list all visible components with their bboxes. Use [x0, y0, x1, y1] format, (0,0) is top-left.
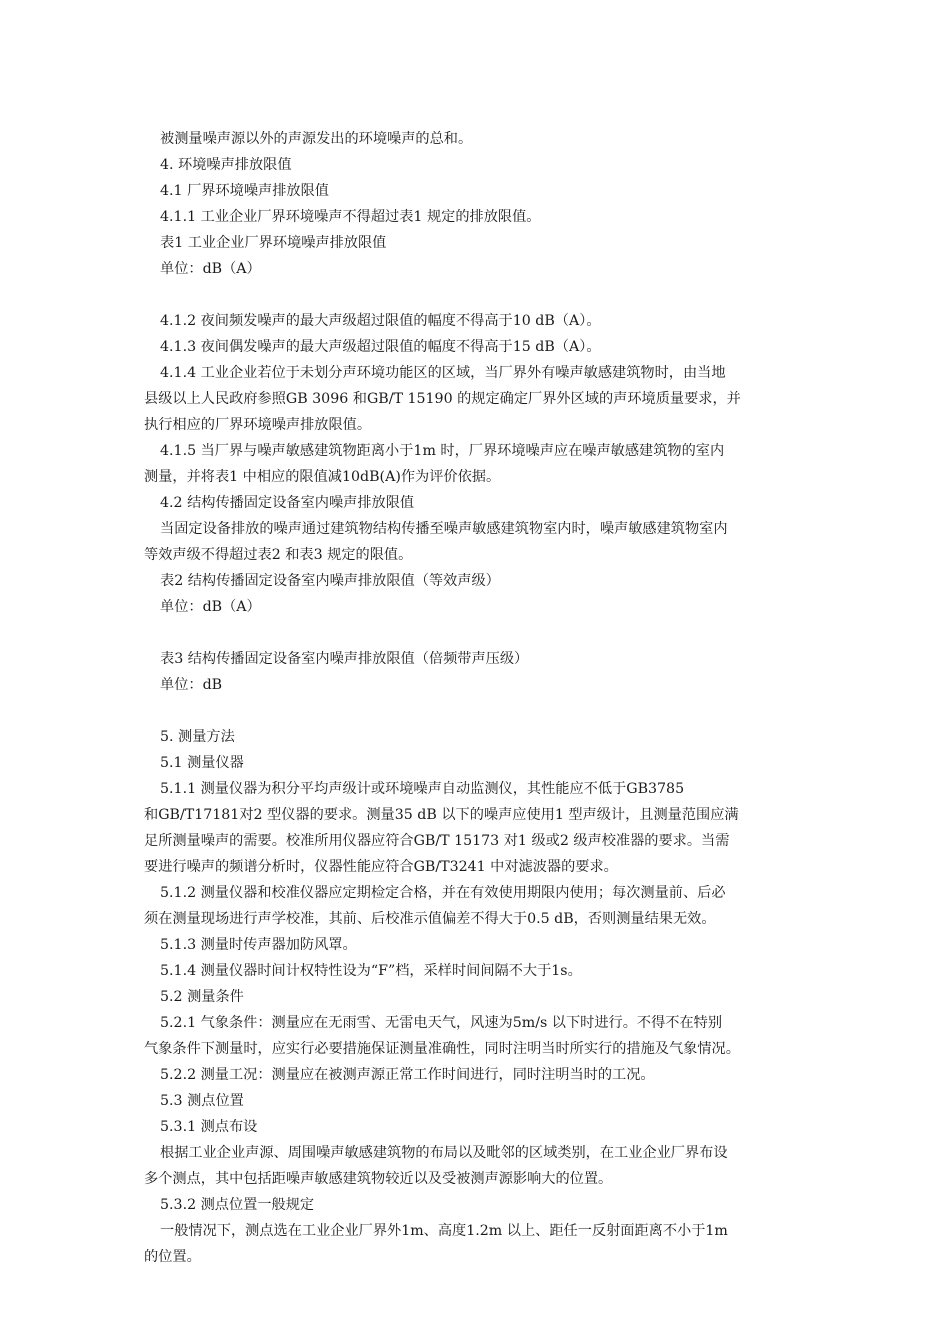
clause-4-1-5-line-1: 4.1.5 当厂界与噪声敏感建筑物距离小于1m 时，厂界环境噪声应在噪声敏感建筑物的室内 — [160, 443, 725, 459]
table-3-caption: 表3 结构传播固定设备室内噪声排放限值（倍频带声压级） — [160, 651, 529, 667]
clause-4-1-4-line-1: 4.1.4 工业企业若位于未划分声环境功能区的区域，当厂界外有噪声敏感建筑物时，由当地 — [160, 365, 726, 381]
section-heading-5-1: 5.1 测量仪器 — [160, 755, 244, 771]
clause-5-1-1-line-1: 5.1.1 测量仪器为积分平均声级计或环境噪声自动监测仪，其性能应不低于GB3785 — [160, 781, 685, 797]
clause-5-3-2-line-1: 一般情况下，测点选在工业企业厂界外1m、高度1.2m 以上、距任一反射面距离不小于1m — [160, 1223, 728, 1239]
clause-5-1-2-line-1: 5.1.2 测量仪器和校准仪器应定期检定合格，并在有效使用期限内使用；每次测量前、后必 — [160, 885, 726, 901]
section-heading-5: 5. 测量方法 — [160, 729, 235, 745]
table-2-unit: 单位：dB（A） — [160, 599, 261, 615]
table-2-caption: 表2 结构传播固定设备室内噪声排放限值（等效声级） — [160, 573, 500, 589]
clause-5-2-1-line-1: 5.2.1 气象条件：测量应在无雨雪、无雷电天气，风速为5m/s 以下时进行。不得不在特别 — [160, 1015, 723, 1031]
clause-4-1-3: 4.1.3 夜间偶发噪声的最大声级超过限值的幅度不得高于15 dB（A）。 — [160, 339, 601, 355]
clause-5-1-4: 5.1.4 测量仪器时间计权特性设为“F”档，采样时间间隔不大于1s。 — [160, 963, 582, 979]
clause-4-1-4-line-2: 县级以上人民政府参照GB 3096 和GB/T 15190 的规定确定厂界外区域的声环境质量要求，并 — [144, 391, 741, 407]
blank-line — [144, 282, 810, 308]
clause-4-1-2: 4.1.2 夜间频发噪声的最大声级超过限值的幅度不得高于10 dB（A）。 — [160, 313, 601, 329]
section-heading-5-3: 5.3 测点位置 — [160, 1093, 244, 1109]
section-heading-5-2: 5.2 测量条件 — [160, 989, 244, 1005]
clause-5-1-1-line-4: 要进行噪声的频谱分析时，仪器性能应符合GB/T3241 中对滤波器的要求。 — [144, 859, 618, 875]
clause-5-3-1-line-1: 根据工业企业声源、周围噪声敏感建筑物的布局以及毗邻的区域类别，在工业企业厂界布设 — [160, 1145, 728, 1161]
section-heading-4: 4. 环境噪声排放限值 — [160, 157, 292, 173]
blank-line — [144, 620, 810, 646]
clause-4-2-line-2: 等效声级不得超过表2 和表3 规定的限值。 — [144, 547, 413, 563]
clause-5-3-2-line-2: 的位置。 — [144, 1249, 201, 1265]
clause-5-3-1-line-2: 多个测点，其中包括距噪声敏感建筑物较近以及受被测声源影响大的位置。 — [144, 1171, 613, 1187]
clause-5-2-2: 5.2.2 测量工况：测量应在被测声源正常工作时间进行，同时注明当时的工况。 — [160, 1067, 655, 1083]
clause-5-1-1-line-2: 和GB/T17181对2 型仪器的要求。测量35 dB 以下的噪声应使用1 型声级计，且测量范围应满 — [144, 807, 739, 823]
document-body — [144, 126, 810, 1270]
blank-line — [144, 698, 810, 724]
clause-5-1-3: 5.1.3 测量时传声器加防风罩。 — [160, 937, 357, 953]
section-heading-4-1: 4.1 厂界环境噪声排放限值 — [160, 183, 329, 199]
clause-5-1-2-line-2: 须在测量现场进行声学校准，其前、后校准示值偏差不得大于0.5 dB，否则测量结果无效。 — [144, 911, 716, 927]
table-1-caption: 表1 工业企业厂界环境噪声排放限值 — [160, 235, 387, 251]
clause-4-1-4-line-3: 执行相应的厂界环境噪声排放限值。 — [144, 417, 372, 433]
section-heading-5-3-2: 5.3.2 测点位置一般规定 — [160, 1197, 315, 1213]
clause-4-1-5-line-2: 测量，并将表1 中相应的限值减10dB(A)作为评价依据。 — [144, 469, 501, 485]
clause-5-1-1-line-3: 足所测量噪声的需要。校准所用仪器应符合GB/T 15173 对1 级或2 级声校准器的要求。当需 — [144, 833, 730, 849]
text-line: 被测量噪声源以外的声源发出的环境噪声的总和。 — [160, 131, 473, 147]
clause-4-1-1: 4.1.1 工业企业厂界环境噪声不得超过表1 规定的排放限值。 — [160, 209, 541, 225]
clause-4-2-line-1: 当固定设备排放的噪声通过建筑物结构传播至噪声敏感建筑物室内时，噪声敏感建筑物室内 — [160, 521, 728, 537]
section-heading-5-3-1: 5.3.1 测点布设 — [160, 1119, 258, 1135]
clause-5-2-1-line-2: 气象条件下测量时，应实行必要措施保证测量准确性，同时注明当时所实行的措施及气象情况。 — [144, 1041, 740, 1057]
section-heading-4-2: 4.2 结构传播固定设备室内噪声排放限值 — [160, 495, 415, 511]
table-3-unit: 单位：dB — [160, 677, 223, 693]
table-1-unit: 单位：dB（A） — [160, 261, 261, 277]
